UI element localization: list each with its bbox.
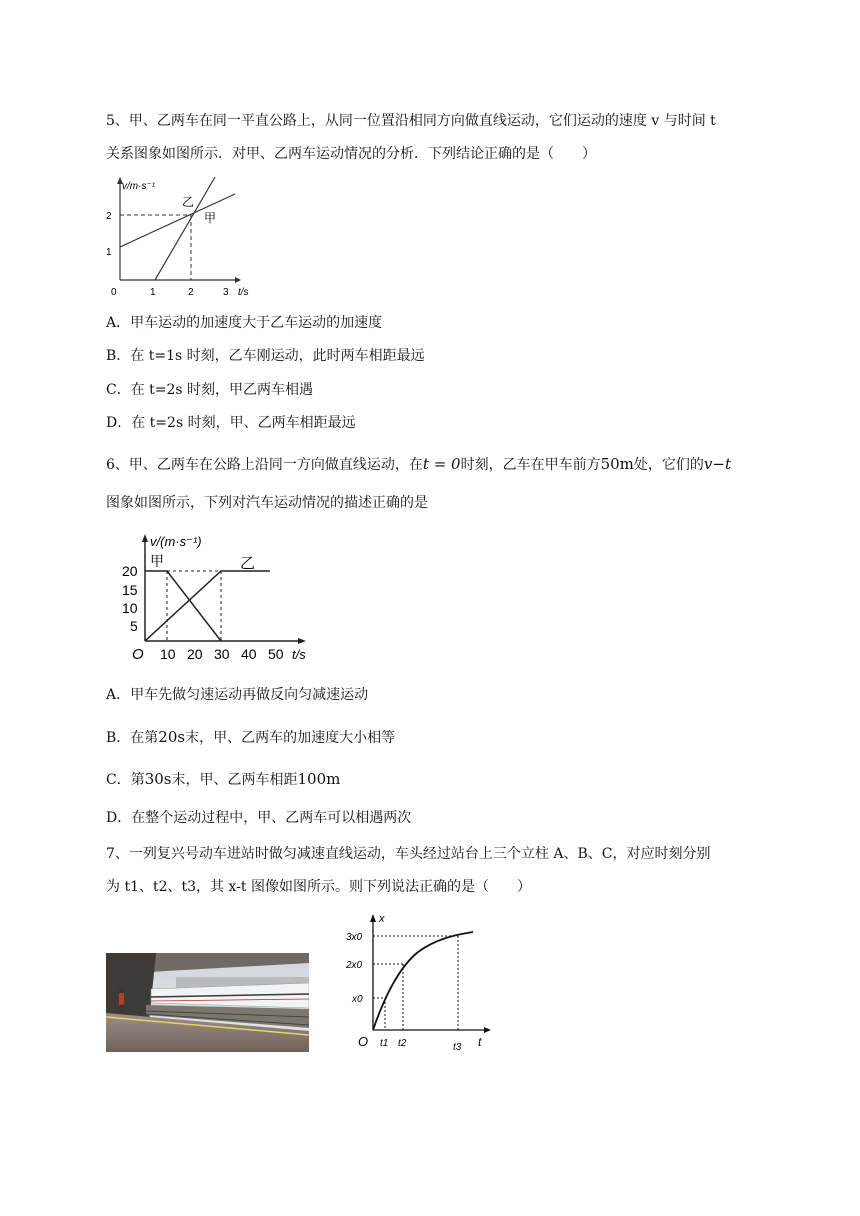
q7-xtick-t1: t1 [380,1038,389,1049]
q6-xtick-20: 20 [187,646,203,662]
q6-option-c-val2: 100m [297,770,341,788]
q5-label-jia: 甲 [204,211,217,225]
q5-vt-graph [100,172,270,302]
q5-origin: 0 [111,287,117,298]
q6-ylabel: v/(m·s⁻¹) [150,534,202,549]
train-station-photo [106,953,309,1052]
q5-ylabel: v/m·s⁻¹ [122,181,156,192]
q5-xtick-3: 3 [223,287,229,298]
q6-xlabel: t/s [292,647,306,662]
q7-ytick-x0: x0 [352,994,363,1005]
q5-option-d[interactable]: D．在 t=2s 时刻，甲、乙两车相距最远 [106,415,356,431]
q6-line-yi [145,571,270,641]
q5-ytick-1: 1 [106,247,112,258]
q6-xtick-10: 10 [160,646,176,662]
q6-y-arrow [142,534,148,542]
q5-option-a[interactable]: A．甲车运动的加速度大于乙车运动的加速度 [106,315,383,331]
q6-option-b-post: 末，甲、乙两车的加速度大小相等 [185,730,396,746]
q5-option-b[interactable]: B．在 t=1s 时刻，乙车刚运动，此时两车相距最远 [106,348,425,364]
q5-option-c[interactable]: C．在 t=2s 时刻，甲乙两车相遇 [106,382,314,398]
q6-xtick-30: 30 [214,646,230,662]
q6-option-b-pre: B．在第 [106,730,159,746]
q6-xtick-40: 40 [241,646,257,662]
q6-option-b[interactable] [106,728,395,747]
q5-x-arrow [235,277,241,283]
q6-stem-line2: 图象如图所示，下列对汽车运动情况的描述正确的是 [106,495,428,511]
q6-label-jia: 甲 [150,553,164,569]
q6-ytick-15: 15 [122,582,138,598]
q6-stem-post: 处，它们的 [633,457,704,473]
q6-option-c[interactable] [106,770,340,789]
q6-ytick-20: 20 [122,563,138,579]
q5-line-jia [120,194,235,247]
q6-stem-pre: 6、甲、乙两车在公路上沿同一方向做直线运动，在 [106,457,423,473]
q7-xlabel: t [478,1035,482,1049]
q6-vt-graph [120,530,320,665]
q7-xt-graph [338,906,498,1056]
q6-xtick-50: 50 [268,646,284,662]
q5-label-yi: 乙 [182,195,195,209]
q6-origin: O [132,646,144,663]
q5-stem-line2: 关系图象如图所示．对甲、乙两车运动情况的分析．下列结论正确的是（ ） [106,146,596,162]
q6-stem-line1 [106,455,731,474]
q6-ytick-5: 5 [130,618,138,634]
q5-stem-line1: 5、甲、乙两车在同一平直公路上，从同一位置沿相同方向做直线运动，它们运动的速度 v 与时间 t [106,113,716,129]
q6-option-c-val: 30s [144,770,172,788]
q6-option-a[interactable]: A．甲车先做匀速运动再做反向匀减速运动 [106,687,369,703]
q6-stem-mid: 时刻，乙车在甲车前方 [460,457,601,473]
q7-origin: O [358,1034,369,1049]
q7-stem-line1: 7、一列复兴号动车进站时做匀减速直线运动，车头经过站台上三个立柱 A、B、C，对应时刻分别 [106,846,711,862]
q5-ytick-2: 2 [106,211,112,222]
q6-option-b-val: 20s [158,728,186,746]
q7-xtick-t2: t2 [398,1038,407,1049]
q5-line-yi [155,177,215,280]
q7-x-arrow [484,1027,491,1033]
q6-option-d[interactable]: D．在整个运动过程中，甲、乙两车可以相遇两次 [106,810,412,826]
q7-ylabel: x [379,913,385,925]
q6-option-c-mid: 末，甲、乙两车相距 [171,772,298,788]
q6-label-yi: 乙 [240,555,256,572]
q7-ytick-3x0: 3x0 [346,932,363,943]
q6-t-eq: t = 0 [422,455,461,473]
q7-xtick-t3: t3 [453,1042,462,1053]
q6-x-arrow [298,638,306,644]
q5-xlabel: t/s [238,287,249,298]
q7-y-arrow [370,914,376,922]
q7-ytick-2x0: 2x0 [346,960,363,971]
q5-xtick-2: 2 [188,287,194,298]
q6-ytick-10: 10 [122,600,138,616]
q6-option-c-pre: C．第 [106,772,145,788]
q5-xtick-1: 1 [150,287,156,298]
q6-vt: v−t [703,455,731,473]
q6-dist: 50m [600,455,634,473]
q7-stem-line2: 为 t1、t2、t3，其 x-t 图像如图所示。则下列说法正确的是（ ） [106,879,531,895]
